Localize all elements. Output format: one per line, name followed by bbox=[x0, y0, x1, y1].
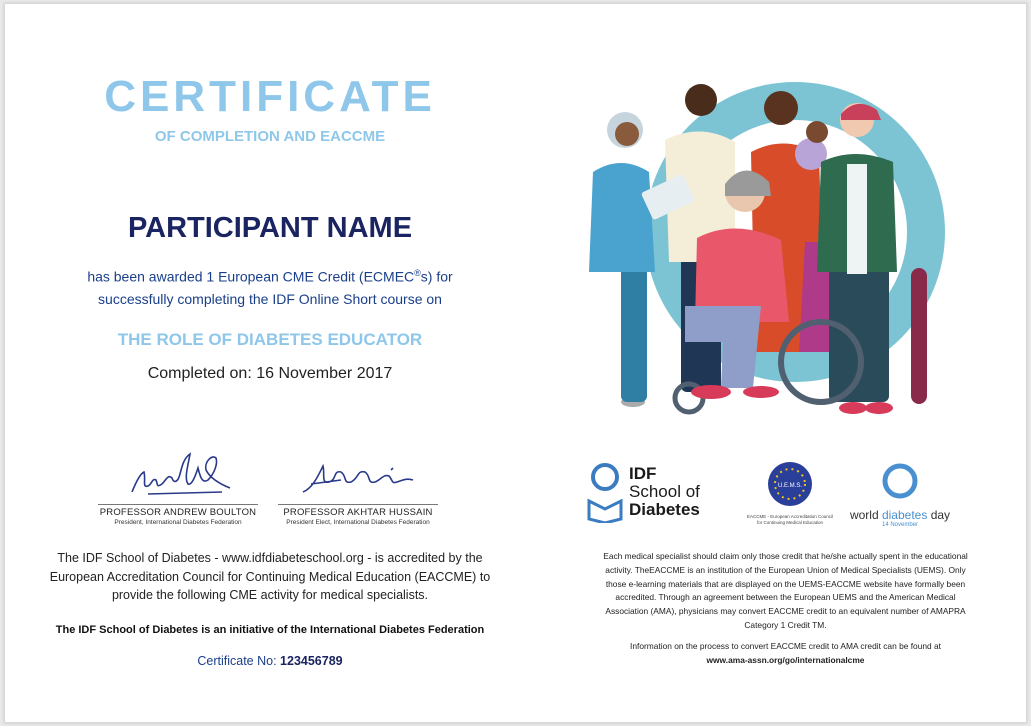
uems-emblem-icon bbox=[767, 461, 813, 507]
signature-boulton bbox=[118, 444, 238, 502]
wdd-day: day bbox=[930, 508, 951, 522]
award-line1-post: s) for bbox=[420, 268, 453, 285]
note-line: Association (AMA), physicians may convert EACCME credit to an equivalent number of AMAPRA bbox=[605, 606, 966, 617]
eaccme-caption: EACCME - European Accreditation Council for Continuing Medical Education bbox=[746, 514, 834, 525]
idf-line3: Diabetes bbox=[629, 500, 700, 519]
ama-url: www.ama-assn.org/go/internationalcme bbox=[706, 654, 865, 665]
eaccme-disclaimer bbox=[563, 550, 1008, 633]
signatory-role: President, International Diabetes Federation bbox=[114, 519, 242, 526]
note-line: Information on the process to convert EACCME credit to AMA credit can be found at bbox=[630, 641, 941, 651]
signature-line bbox=[98, 504, 258, 505]
certificate-left-column bbox=[5, 4, 535, 722]
wdd-world: world bbox=[849, 508, 879, 522]
accreditation-statement bbox=[5, 549, 535, 605]
signatory-role: President Elect, International Diabetes Federation bbox=[286, 519, 430, 526]
note-line: accredited. Through an agreement between the European UEMS and the American Medical bbox=[615, 592, 956, 603]
note-line: Category 1 Credit TM. bbox=[744, 619, 827, 630]
certificate-title: CERTIFICATE bbox=[104, 72, 436, 121]
completion-date: Completed on: 16 November 2017 bbox=[147, 365, 393, 382]
accreditation-line1: The IDF School of Diabetes - www.idfdiabeteschool.org - is accredited by the bbox=[57, 551, 483, 565]
idf-line1: IDF bbox=[629, 464, 657, 483]
course-title: THE ROLE OF DIABETES EDUCATOR bbox=[117, 330, 423, 349]
certificate-page bbox=[4, 3, 1027, 723]
award-line2: successfully completing the IDF Online Short course on bbox=[98, 290, 442, 307]
eaccme-logo bbox=[745, 461, 835, 526]
ama-conversion-info bbox=[563, 640, 1008, 668]
people-illustration bbox=[585, 62, 955, 432]
signature-hussain bbox=[293, 444, 423, 502]
logo-row bbox=[545, 459, 1025, 534]
certificate-number-value: 123456789 bbox=[280, 654, 343, 668]
accreditation-line3: provide the following CME activity for medical specialists. bbox=[111, 588, 429, 602]
certificate-number-label: Certificate No: bbox=[197, 654, 277, 668]
wdd-date: 14 November bbox=[881, 522, 919, 528]
accreditation-line2: European Accreditation Council for Continuing Medical Education (EACCME) to bbox=[49, 569, 491, 584]
registered-mark: ® bbox=[414, 268, 421, 278]
note-line: activity. TheEACCME is an institution of the European Union of Medical Specialists (UEMS). Only bbox=[605, 564, 966, 575]
uems-emblem-text: U.E.M.S. bbox=[777, 483, 803, 489]
world-diabetes-day-logo bbox=[845, 461, 955, 528]
note-line: those e-learning materials that are displayed on the UEMS-EACCME website have formally been bbox=[605, 578, 966, 589]
signatory-name: PROFESSOR AKHTAR HUSSAIN bbox=[283, 507, 433, 518]
signature-block-boulton bbox=[88, 444, 268, 526]
award-line1-pre: has been awarded 1 European CME Credit (ECMEC bbox=[87, 268, 415, 285]
certificate-right-column bbox=[545, 4, 1025, 722]
blue-circle-icon bbox=[880, 461, 920, 501]
participant-name: PARTICIPANT NAME bbox=[127, 212, 413, 244]
signatory-name: PROFESSOR ANDREW BOULTON bbox=[99, 507, 257, 518]
signature-line bbox=[278, 504, 438, 505]
wdd-diabetes: diabetes bbox=[881, 508, 928, 522]
award-statement bbox=[5, 262, 535, 310]
note-line: Each medical specialist should claim only those credit that he/she actually spent in the educational bbox=[603, 551, 968, 561]
idf-school-wordmark bbox=[629, 465, 700, 519]
signature-block-hussain bbox=[268, 444, 448, 526]
certificate-subtitle: OF COMPLETION AND EACCME bbox=[154, 128, 386, 145]
initiative-statement: The IDF School of Diabetes is an initiative of the International Diabetes Federation bbox=[55, 624, 485, 636]
idf-school-logo-icon bbox=[585, 459, 625, 523]
certificate-number bbox=[5, 654, 535, 668]
wdd-wordmark bbox=[845, 508, 955, 522]
idf-line2: School of bbox=[629, 482, 700, 501]
